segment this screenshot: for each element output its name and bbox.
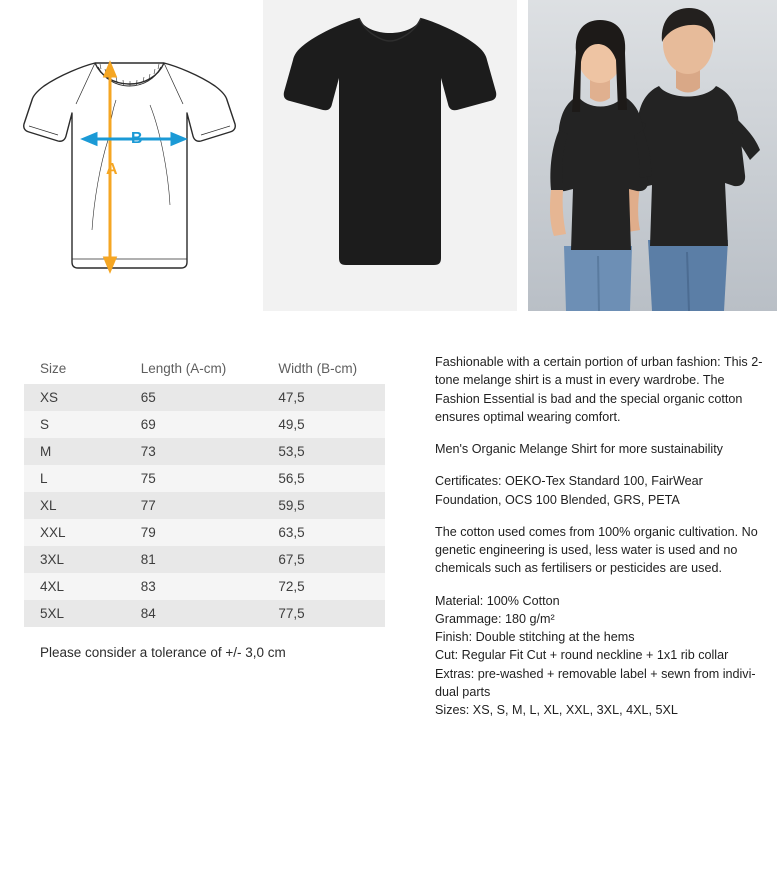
cell-length: 65 xyxy=(140,390,156,405)
cell-width: 67,5 xyxy=(278,552,305,567)
cell-size: M xyxy=(40,444,52,459)
tolerance-note: Please consider a tolerance of +/- 3,0 cm xyxy=(40,645,286,660)
cell-length: 73 xyxy=(140,444,156,459)
header-width: Width (B-cm) xyxy=(278,361,358,376)
cell-width: 59,5 xyxy=(278,498,305,513)
measurement-diagram-panel xyxy=(0,0,259,311)
table-row xyxy=(24,492,385,519)
models-photo-panel xyxy=(528,0,777,311)
measure-a-label: A xyxy=(106,161,118,178)
spec-finish: Finish: Double stitching at the hems xyxy=(435,630,635,644)
description-certificates: Certificates: OEKO-Tex Standard 100, FairWear Foundation, OCS 100 Blended, GRS, PETA xyxy=(435,474,703,507)
cell-length: 79 xyxy=(140,525,156,540)
tshirt-technical-drawing-icon xyxy=(0,0,259,311)
table-row xyxy=(24,546,385,573)
header-size: Size xyxy=(40,361,67,376)
table-header-row xyxy=(24,353,385,384)
table-row xyxy=(24,600,385,627)
models-illustration-icon xyxy=(528,0,777,311)
cell-width: 77,5 xyxy=(278,606,305,621)
description-column xyxy=(435,353,765,719)
spec-list xyxy=(435,592,765,720)
cell-size: XXL xyxy=(40,525,66,540)
cell-width: 53,5 xyxy=(278,444,305,459)
cell-size: S xyxy=(40,417,50,432)
cell-length: 77 xyxy=(140,498,156,513)
spec-extras: Extras: pre-washed + removable label + sewn from indivi-dual parts xyxy=(435,666,756,699)
table-row xyxy=(24,573,385,600)
spec-material: Material: 100% Cotton xyxy=(435,593,560,608)
spec-cut: Cut: Regular Fit Cut + round neckline + 1x1 rib collar xyxy=(435,648,729,663)
cell-length: 83 xyxy=(140,579,156,594)
cell-width: 72,5 xyxy=(278,579,305,594)
size-table-column xyxy=(24,353,409,719)
spec-sizes: Sizes: XS, S, M, L, XL, XXL, 3XL, 4XL, 5XL xyxy=(435,703,678,717)
product-details-section xyxy=(0,353,777,719)
spec-grammage: Grammage: 180 g/m² xyxy=(435,611,555,626)
cell-size: 5XL xyxy=(40,606,65,621)
cell-width: 63,5 xyxy=(278,525,305,540)
cell-size: L xyxy=(40,471,48,486)
description-intro: Fashionable with a certain portion of urban fashion: This 2-tone melange shirt is a must in every wardrobe. The Fashion Essential is bad and the special organic cotton ensures optimal wearing comfort. xyxy=(435,355,763,424)
cell-width: 49,5 xyxy=(278,417,305,432)
cell-size: 3XL xyxy=(40,552,65,567)
size-table xyxy=(24,353,385,627)
cell-size: XL xyxy=(40,498,57,513)
measure-b-label: B xyxy=(131,130,143,147)
table-row xyxy=(24,465,385,492)
cell-length: 69 xyxy=(140,417,156,432)
cell-length: 75 xyxy=(140,471,156,486)
table-row xyxy=(24,411,385,438)
cell-width: 56,5 xyxy=(278,471,305,486)
header-length: Length (A-cm) xyxy=(140,361,227,376)
product-image-strip xyxy=(0,0,777,311)
cell-size: XS xyxy=(40,390,59,405)
size-table-head xyxy=(24,353,385,384)
flat-lay-photo-panel xyxy=(263,0,517,311)
description-organic: The cotton used comes from 100% organic cultivation. No genetic engineering is used, less water is used and no chemicals such as fertilisers or pesticides are used. xyxy=(435,524,758,576)
cell-length: 81 xyxy=(140,552,156,567)
black-tshirt-icon xyxy=(263,0,517,311)
size-table-body xyxy=(24,384,385,627)
cell-size: 4XL xyxy=(40,579,65,594)
table-row xyxy=(24,384,385,411)
table-row xyxy=(24,519,385,546)
cell-width: 47,5 xyxy=(278,390,305,405)
description-subtitle: Men's Organic Melange Shirt for more sustainability xyxy=(435,442,723,456)
table-row xyxy=(24,438,385,465)
cell-length: 84 xyxy=(140,606,156,621)
